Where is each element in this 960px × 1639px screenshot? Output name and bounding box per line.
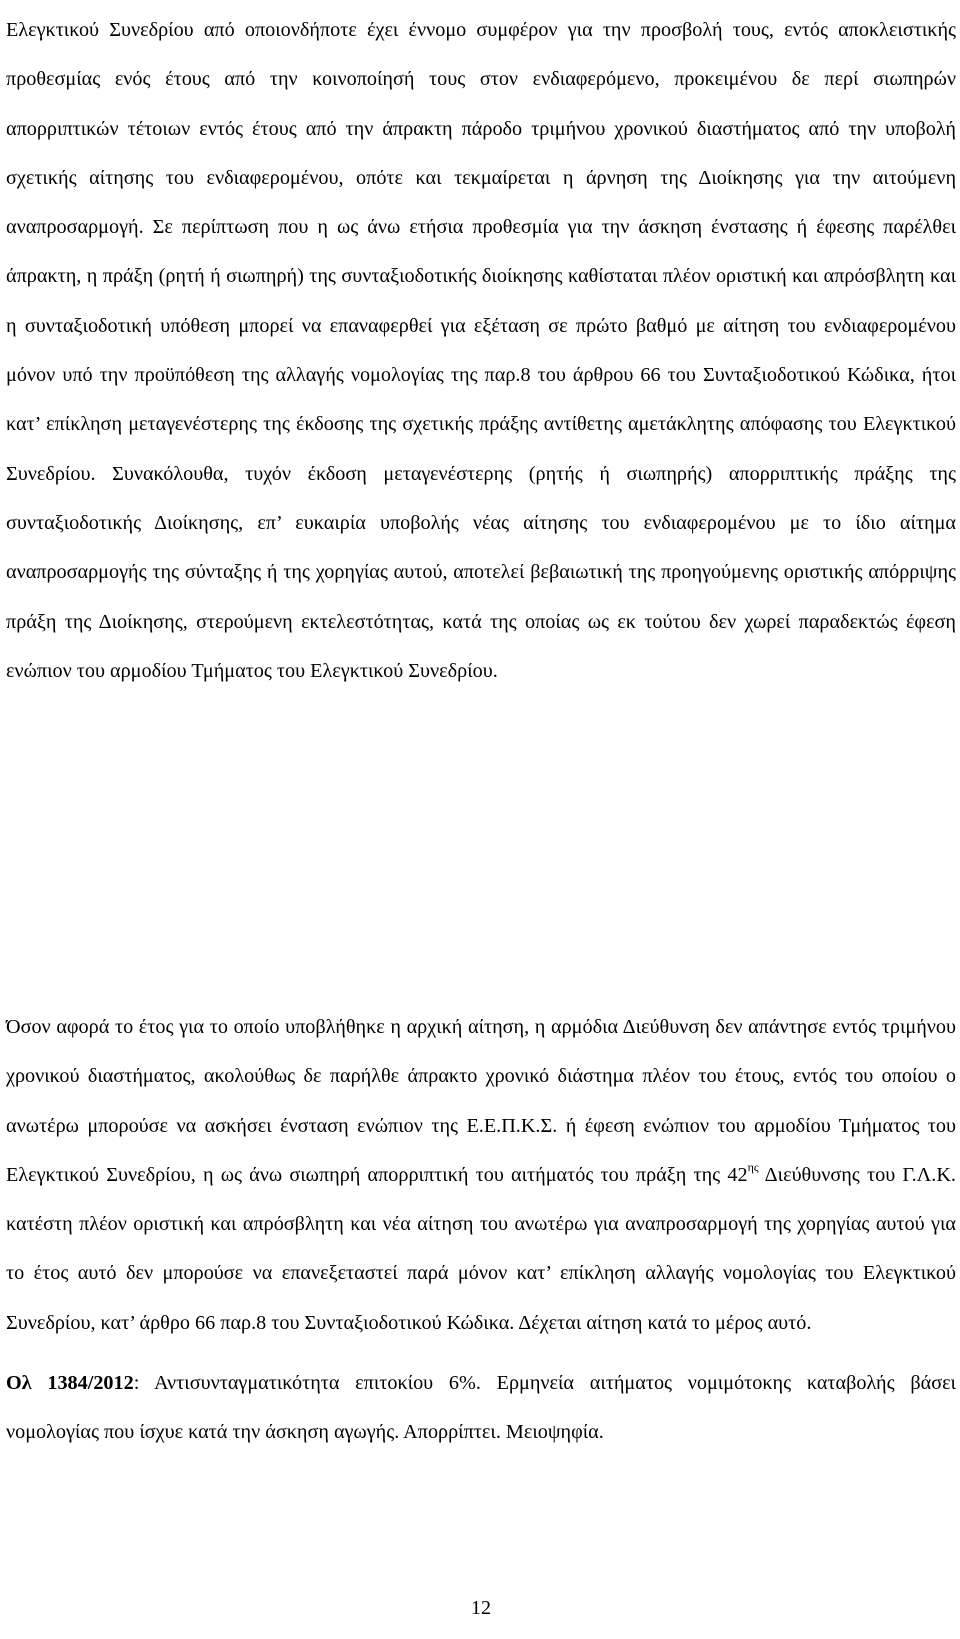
paragraph-2-text-end: Διεύθυνσης του Γ.Λ.Κ. κατέστη πλέον οριστική και απρόσβλητη και νέα αίτηση του ανωτέρω για αναπροσαρμογή της χορηγίας αυτού για το έτος αυτό δεν μπορούσε να επανεξεταστεί παρά μόνον κατ’ επίκληση αλλαγής νομολογίας του Ελεγκτικού Συνεδρίου, κατ’ άρθρο 66 παρ.8 του Συνταξιοδοτικού Κώδικα. Δέχεται αίτηση κατά το μέρος αυτό. [6, 1163, 956, 1334]
case-reference: Ολ 1384/2012 [6, 1372, 134, 1394]
paragraph-2-text-start: Όσον αφορά το έτος για το οποίο υποβλήθηκε η αρχική αίτηση, η αρμόδια Διεύθυνση δεν απάντησε εντός τριμήνου χρονικού διαστήματος, ακολούθως δε παρήλθε άπρακτο χρονικό διάστημα πλέον του έτους, εντός του οποίου ο ανωτέρω μπορούσε να ασκήσει ένσταση ενώπιον της Ε.Ε.Π.Κ.Σ. ή έφεση ενώπιον του αρμοδίου Τμήματος του Ελεγκτικού Συνεδρίου, η ως άνω σιωπηρή απορριπτική του αιτήματός του πράξη της 42 [6, 1016, 956, 1186]
paragraph-annual-request-case [6, 1003, 956, 1348]
ordinal-suffix: ης [747, 1160, 759, 1175]
case-summary-text: : Αντισυνταγματικότητα επιτοκίου 6%. Ερμηνεία αιτήματος νομιμότοκης καταβολής βάσει νομολογίας που ίσχυε κατά την άσκηση αγωγής. Απορρίπτει. Μειοψηφία. [6, 1372, 956, 1444]
page-number: 12 [471, 1597, 491, 1619]
paragraph-retirement-appeal-deadline: Ελεγκτικού Συνεδρίου από οποιονδήποτε έχει έννομο συμφέρον για την προσβολή τους, εντός αποκλειστικής προθεσμίας ενός έτους από την κοινοποίησή τους στον ενδιαφερόμενο, προκειμένου δε περί σιωπηρών απορριπτικών τέτοιων εντός έτους από την άπρακτη πάροδο τριμήνου χρονικού διαστήματος από την υποβολή σχετικής αίτησης του ενδιαφερομένου, οπότε και τεκμαίρεται η άρνηση της Διοίκησης για την αιτούμενη αναπροσαρμογή. Σε περίπτωση που η ως άνω ετήσια προθεσμία για την άσκηση ένστασης ή έφεσης παρέλθει άπρακτη, η πράξη (ρητή ή σιωπηρή) της συνταξιοδοτικής διοίκησης καθίσταται πλέον οριστική και απρόσβλητη και η συνταξιοδοτική υπόθεση μπορεί να επαναφερθεί για εξέταση σε πρώτο βαθμό με αίτηση του ενδιαφερομένου μόνον υπό την προϋπόθεση της αλλαγής νομολογίας της παρ.8 του άρθρου 66 του Συνταξιοδοτικού Κώδικα, ήτοι κατ’ επίκληση μεταγενέστερης της έκδοσης της σχετικής πράξης αντίθετης αμετάκλητης απόφασης του Ελεγκτικού Συνεδρίου. Συνακόλουθα, τυχόν έκδοση μεταγενέστερης (ρητής ή σιωπηρής) απορριπτικής πράξης της συνταξιοδοτικής Διοίκησης, επ’ ευκαιρία υποβολής νέας αίτησης του ενδιαφερομένου με το ίδιο αίτημα αναπροσαρμογής της σύνταξης ή της χορηγίας αυτού, αποτελεί βεβαιωτική της προηγούμενης οριστικής απόρριψης πράξη της Διοίκησης, στερούμενη εκτελεστότητας, κατά της οποίας ως εκ τούτου δεν χωρεί παραδεκτώς έφεση ενώπιον του αρμοδίου Τμήματος του Ελεγκτικού Συνεδρίου. [6, 19, 956, 682]
paragraph-case-summary [6, 1359, 956, 1458]
document-page [6, 0, 960, 1639]
